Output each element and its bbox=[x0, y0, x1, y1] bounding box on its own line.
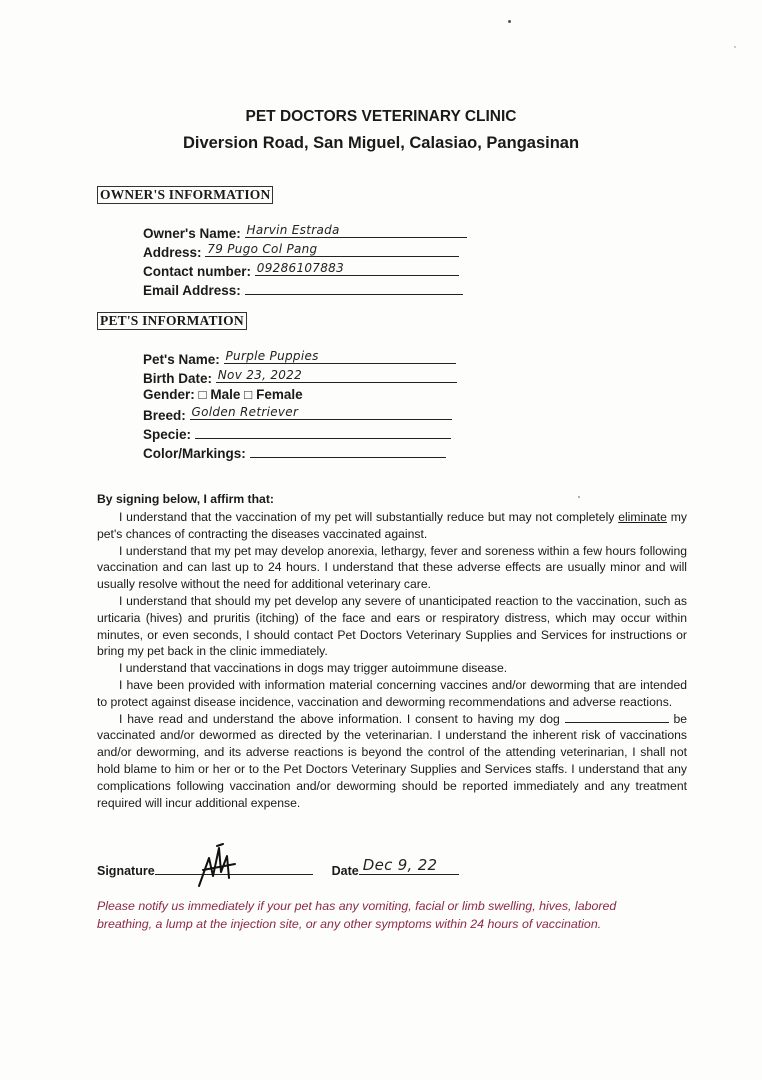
pet-gender-label: Gender: □ Male □ Female bbox=[143, 387, 303, 402]
consent-paragraph: I understand that vaccinations in dogs may trigger autoimmune disease. bbox=[119, 661, 508, 676]
owner-contact-value: 09286107883 bbox=[256, 261, 345, 275]
signature-label: Signature bbox=[97, 864, 155, 878]
aftercare-notice: Please notify us immediately if your pet has any vomiting, facial or limb swelling, hives, labored breathing, a lump at the injection site, or any other symptoms within 24 hours of vaccination. bbox=[97, 899, 617, 931]
scan-speck bbox=[578, 496, 580, 498]
pet-name-field[interactable] bbox=[143, 349, 456, 367]
consent-body bbox=[97, 509, 687, 811]
consent-paragraph bbox=[97, 711, 687, 812]
eliminate-underlined: eliminate bbox=[618, 510, 667, 524]
owner-name-label: Owner's Name: bbox=[143, 226, 241, 241]
signature-field[interactable] bbox=[155, 862, 313, 875]
pet-specie-field[interactable] bbox=[143, 424, 451, 442]
pet-gender-field[interactable] bbox=[143, 387, 303, 402]
owner-address-label: Address: bbox=[143, 245, 202, 260]
dog-name-blank[interactable] bbox=[565, 712, 669, 723]
consent-paragraph: I understand that should my pet develop any severe of unanticipated reaction to the vaccination, such as urticaria (hives) and pruritis (itching) of the face and ears or respiratory distress, which may occur within minutes, or even seconds, I should contact Pet Doctors Veterinary Supplies and Services for instructions or bring my pet back in the clinic immediately. bbox=[97, 593, 687, 659]
clinic-name: PET DOCTORS VETERINARY CLINIC bbox=[245, 108, 517, 125]
pet-birth-label: Birth Date: bbox=[143, 371, 213, 386]
owner-email-field[interactable] bbox=[143, 280, 463, 298]
pet-breed-field[interactable] bbox=[143, 405, 452, 423]
date-label: Date bbox=[331, 864, 359, 878]
pet-breed-label: Breed: bbox=[143, 408, 186, 423]
date-field[interactable] bbox=[359, 856, 459, 875]
pet-breed-value: Golden Retriever bbox=[191, 405, 299, 419]
owner-contact-field[interactable] bbox=[143, 261, 459, 279]
consent-text: be vaccinated and/or dewormed as directed by the veterinarian. I understand the inherent risk of vaccinations and/or deworming, and its adverse reactions is beyond the control of the attending veterinarian, I shall not hold blame to him or her or to the Pet Doctors Veterinary Supplies and Services staffs. I understand that any complications following vaccination and/or deworming should be reported immediately and any treatment required will incur additional expense. bbox=[97, 711, 687, 810]
pet-specie-label: Specie: bbox=[143, 427, 192, 442]
consent-text: my pet's chances of contracting the diseases vaccinated against. bbox=[97, 510, 688, 541]
owner-section-title: OWNER'S INFORMATION bbox=[97, 186, 273, 204]
clinic-address: Diversion Road, San Miguel, Calasiao, Pangasinan bbox=[182, 134, 580, 152]
owner-name-field[interactable] bbox=[143, 223, 467, 241]
pet-birth-value: Nov 23, 2022 bbox=[217, 368, 303, 382]
owner-email-label: Email Address: bbox=[143, 283, 241, 298]
owner-contact-label: Contact number: bbox=[143, 264, 251, 279]
pet-section-title: PET'S INFORMATION bbox=[97, 312, 247, 330]
consent-text: I have read and understand the above information. I consent to having my dog bbox=[119, 711, 560, 726]
consent-paragraph bbox=[97, 509, 687, 543]
owner-address-value: 79 Pugo Col Pang bbox=[207, 242, 318, 256]
pet-name-label: Pet's Name: bbox=[143, 352, 220, 367]
scan-speck bbox=[508, 20, 511, 23]
pet-name-value: Purple Puppies bbox=[225, 349, 319, 363]
consent-paragraph: I have been provided with information material concerning vaccines and/or deworming that are intended to protect against disease incidence, vaccination and deworming recommendations and adverse reactions. bbox=[97, 677, 687, 709]
consent-text: I understand that the vaccination of my pet will substantially reduce but may not completely bbox=[119, 510, 615, 524]
pet-color-label: Color/Markings: bbox=[143, 446, 246, 461]
pet-birth-field[interactable] bbox=[143, 368, 457, 386]
owner-address-field[interactable] bbox=[143, 242, 459, 260]
pet-color-field[interactable] bbox=[143, 443, 446, 461]
scan-speck bbox=[734, 46, 736, 48]
signature-scrawl-icon bbox=[195, 842, 245, 890]
signature-row bbox=[97, 856, 459, 878]
owner-name-value: Harvin Estrada bbox=[246, 223, 340, 237]
consent-paragraph: I understand that my pet may develop anorexia, lethargy, fever and soreness within a few hours following vaccination and can last up to 24 hours. I understand that these adverse effects are usually minor and will usually resolve without the need for additional veterinary care. bbox=[97, 543, 687, 592]
date-value: Dec 9, 22 bbox=[362, 856, 438, 874]
affirm-intro: By signing below, I affirm that: bbox=[97, 492, 274, 506]
